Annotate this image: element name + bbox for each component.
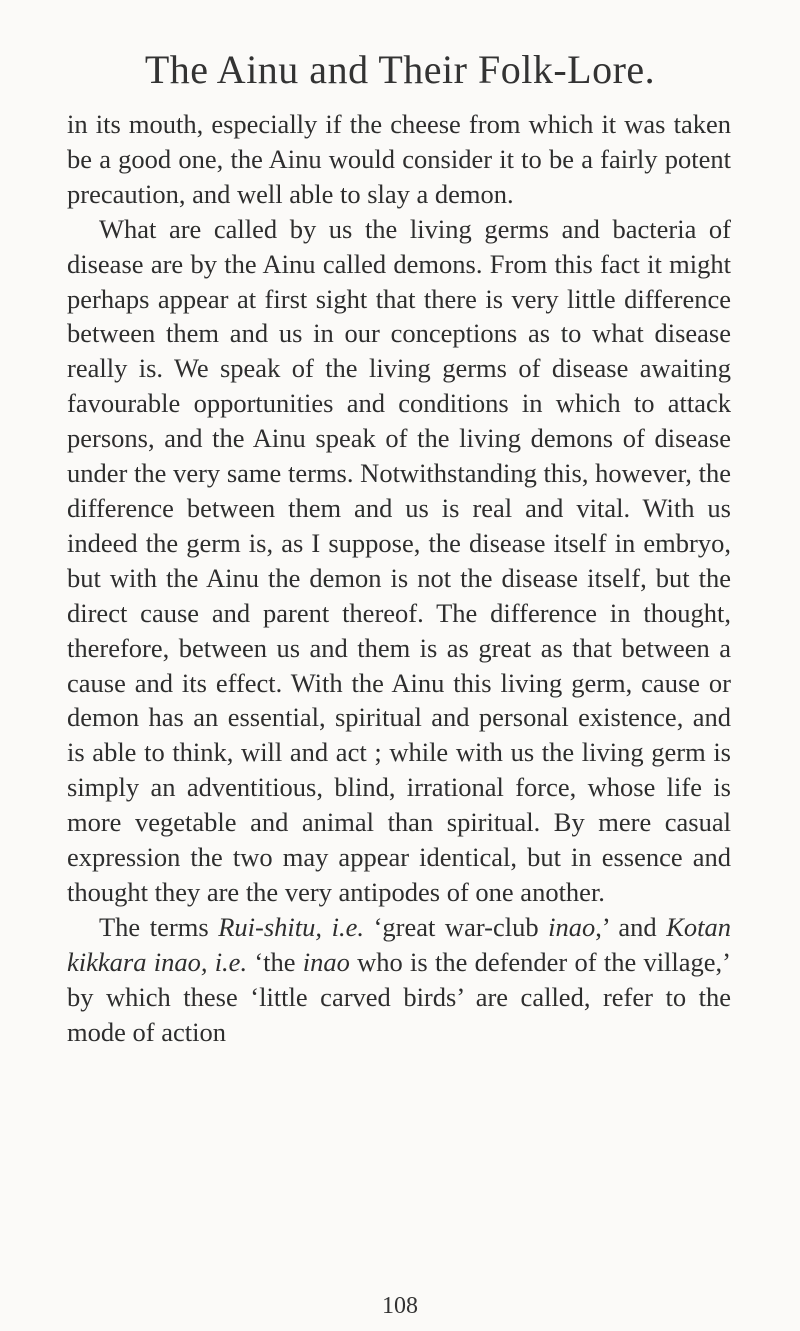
italic-term-inao: inao [302,946,350,977]
paragraph-2: What are called by us the living germs and bacteria of disease are by the Ainu called demons. From this fact it might perhaps appear at first sight that there is very little difference between them and us in our conceptions as to what disease really is. We speak of the living germs of disease awaiting favourable opportunities and conditions in which to attack persons, and the Ainu speak of the living demons of disease under the very same terms. Notwithstanding this, however, the difference between them and us is real and vital. With us indeed the germ is, as I suppose, the disease itself in embryo, but with the Ainu the demon is not the disease itself, but the direct cause and parent thereof. The difference in thought, therefore, between us and them is as great as that between a cause and its effect. With the Ainu this living germ, cause or demon has an essential, spiritual and personal existence, and is able to think, will and act ; while with us the living germ is simply an adventitious, blind, irrational force, whose life is more vegetable and animal than spiritual. By mere casual expression the two may appear identical, but in essence and thought they are the very antipodes of one another. [67,213,731,907]
paragraph-3 [67,910,731,1050]
text-run: ,’ and [595,911,667,942]
page-number: 108 [382,1293,418,1319]
text-run: The terms [99,911,219,942]
text-run: ‘great war-club [363,911,549,942]
italic-term-rui-shitu: Rui-shitu, i.e. [218,911,364,942]
paragraph-1: in its mouth, especially if the cheese from which it was taken be a good one, the Ainu would consider it to be a fairly potent precaution, and well able to slay a demon. [67,109,731,209]
italic-term-inao: inao [548,911,596,942]
text-run: ‘the [247,946,303,977]
text-run: who is the defender of the village,’ by which these ‘little carved birds’ are called, refer to the mode of action [67,946,732,1047]
italic-term-kotan-kikkara-inao: Kotan kikkara inao, i.e. [67,911,731,977]
body-text [67,107,731,1049]
running-head: The Ainu and Their Folk-Lore. [144,47,656,92]
